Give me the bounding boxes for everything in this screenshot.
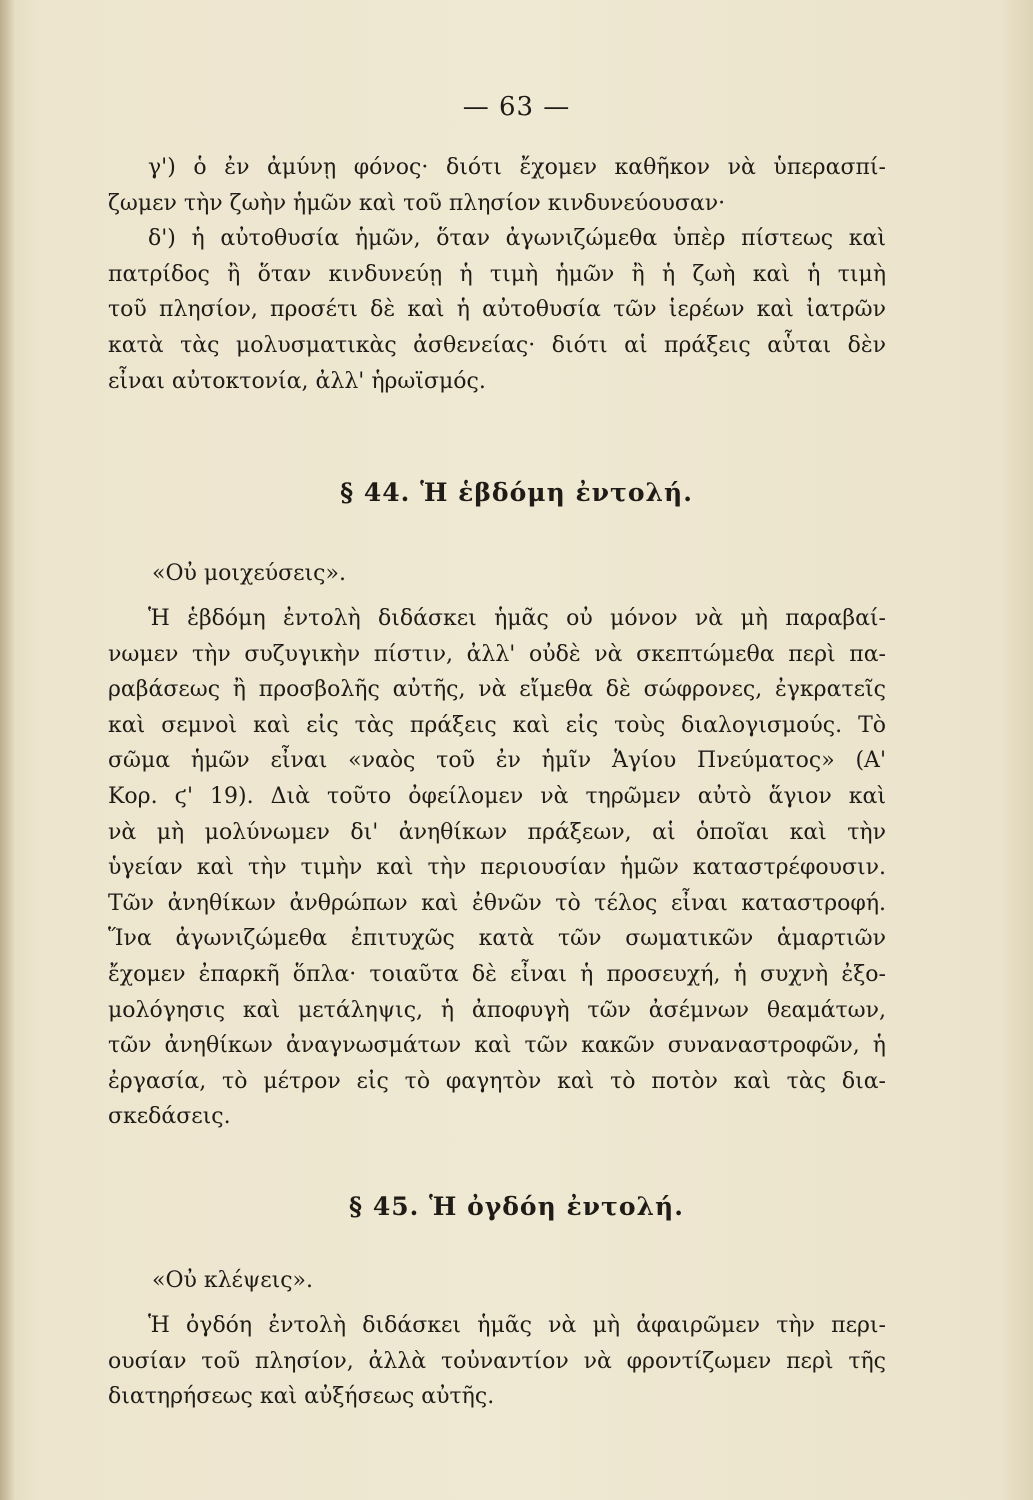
section-heading-45: § 45. Ἡ ὀγδόη ἐντολή. bbox=[349, 1192, 684, 1221]
paragraph-44 bbox=[108, 601, 886, 1135]
text-line: τοῦ πλησίον, προσέτι δὲ καὶ ἡ αὐτοθυσία τῶν ἱερέων καὶ ἰατρῶν bbox=[108, 297, 886, 323]
text-line: Ἡ ὀγδόη ἐντολὴ διδάσκει ἡμᾶς νὰ μὴ ἀφαιρῶμεν τὴν περι- bbox=[148, 1313, 886, 1338]
paragraph-intro bbox=[108, 150, 886, 399]
text-line: ὑγείαν καὶ τὴν τιμὴν καὶ τὴν περιουσίαν ἡμῶν καταστρέφουσιν. bbox=[108, 855, 886, 881]
text-line: ἐργασία, τὸ μέτρον εἰς τὸ φαγητὸν καὶ τὸ ποτὸν καὶ τὰς δια- bbox=[108, 1068, 886, 1094]
text-line: διατηρήσεως καὶ αὐξήσεως αὐτῆς. bbox=[108, 1384, 495, 1410]
text-line: μολόγησις καὶ μετάληψις, ἡ ἀποφυγὴ τῶν ἀσέμνων θεαμάτων, bbox=[108, 997, 886, 1023]
text-line: δ') ἡ αὐτοθυσία ἡμῶν, ὅταν ἀγωνιζώμεθα ὑπὲρ πίστεως καὶ bbox=[148, 226, 886, 252]
text-line: σῶμα ἡμῶν εἶναι «ναὸς τοῦ ἐν ἡμῖν Ἁγίου Πνεύματος» (Α' bbox=[108, 748, 886, 774]
page-gutter-shadow bbox=[0, 0, 14, 1500]
text-line: νωμεν τὴν συζυγικὴν πίστιν, ἀλλ' οὐδὲ νὰ σκεπτώμεθα περὶ πα- bbox=[108, 641, 886, 667]
text-line: γ') ὁ ἐν ἀμύνῃ φόνος· διότι ἔχομεν καθῆκον νὰ ὑπερασπί- bbox=[148, 155, 886, 180]
text-line: ουσίαν τοῦ πλησίον, ἀλλὰ τοὐναντίον νὰ φροντίζωμεν περὶ τῆς bbox=[108, 1348, 886, 1374]
text-line: Ἵνα ἀγωνιζώμεθα ἐπιτυχῶς κατὰ τῶν σωματικῶν ἁμαρτιῶν bbox=[108, 926, 886, 952]
commandment-quote-45: «Οὐ κλέψεις». bbox=[152, 1268, 314, 1293]
text-line: καὶ σεμνοὶ καὶ εἰς τὰς πράξεις καὶ εἰς τοὺς διαλογισμούς. Τὸ bbox=[108, 712, 886, 738]
text-line: Κορ. ϛ' 19). Διὰ τοῦτο ὀφείλομεν νὰ τηρῶμεν αὐτὸ ἅγιον καὶ bbox=[108, 783, 886, 809]
text-line: ζωμεν τὴν ζωὴν ἡμῶν καὶ τοῦ πλησίον κινδυνεύουσαν· bbox=[108, 190, 726, 216]
text-line: κατὰ τὰς μολυσματικὰς ἀσθενείας· διότι αἱ πράξεις αὗται δὲν bbox=[108, 332, 886, 358]
text-line: ἔχομεν ἐπαρκῆ ὅπλα· τοιαῦτα δὲ εἶναι ἡ προσευχή, ἡ συχνὴ ἐξο- bbox=[108, 961, 886, 987]
text-line: Ἡ ἑβδόμη ἐντολὴ διδάσκει ἡμᾶς οὐ μόνον νὰ μὴ παραβαί- bbox=[148, 606, 886, 631]
text-line: ραβάσεως ἢ προσβολῆς αὐτῆς, νὰ εἴμεθα δὲ σώφρονες, ἐγκρατεῖς bbox=[108, 677, 886, 703]
text-line: σκεδάσεις. bbox=[108, 1104, 231, 1130]
text-line: Τῶν ἀνηθίκων ἀνθρώπων καὶ ἐθνῶν τὸ τέλος εἶναι καταστροφή. bbox=[108, 890, 886, 916]
text-line: νὰ μὴ μολύνωμεν δι' ἀνηθίκων πράξεων, αἱ ὁποῖαι καὶ τὴν bbox=[108, 819, 886, 845]
section-heading-44: § 44. Ἡ ἑβδόμη ἐντολή. bbox=[340, 478, 693, 507]
text-line: εἶναι αὐτοκτονία, ἀλλ' ἡρωϊσμός. bbox=[108, 368, 486, 394]
paragraph-45 bbox=[108, 1308, 886, 1415]
text-line: τῶν ἀνηθίκων ἀναγνωσμάτων καὶ τῶν κακῶν συναναστροφῶν, ἡ bbox=[108, 1033, 886, 1059]
page-number: — 63 — bbox=[462, 92, 571, 122]
text-line: πατρίδος ἢ ὅταν κινδυνεύῃ ἡ τιμὴ ἡμῶν ἢ ἡ ζωὴ καὶ ἡ τιμὴ bbox=[108, 261, 886, 287]
commandment-quote-44: «Οὐ μοιχεύσεις». bbox=[152, 561, 346, 586]
